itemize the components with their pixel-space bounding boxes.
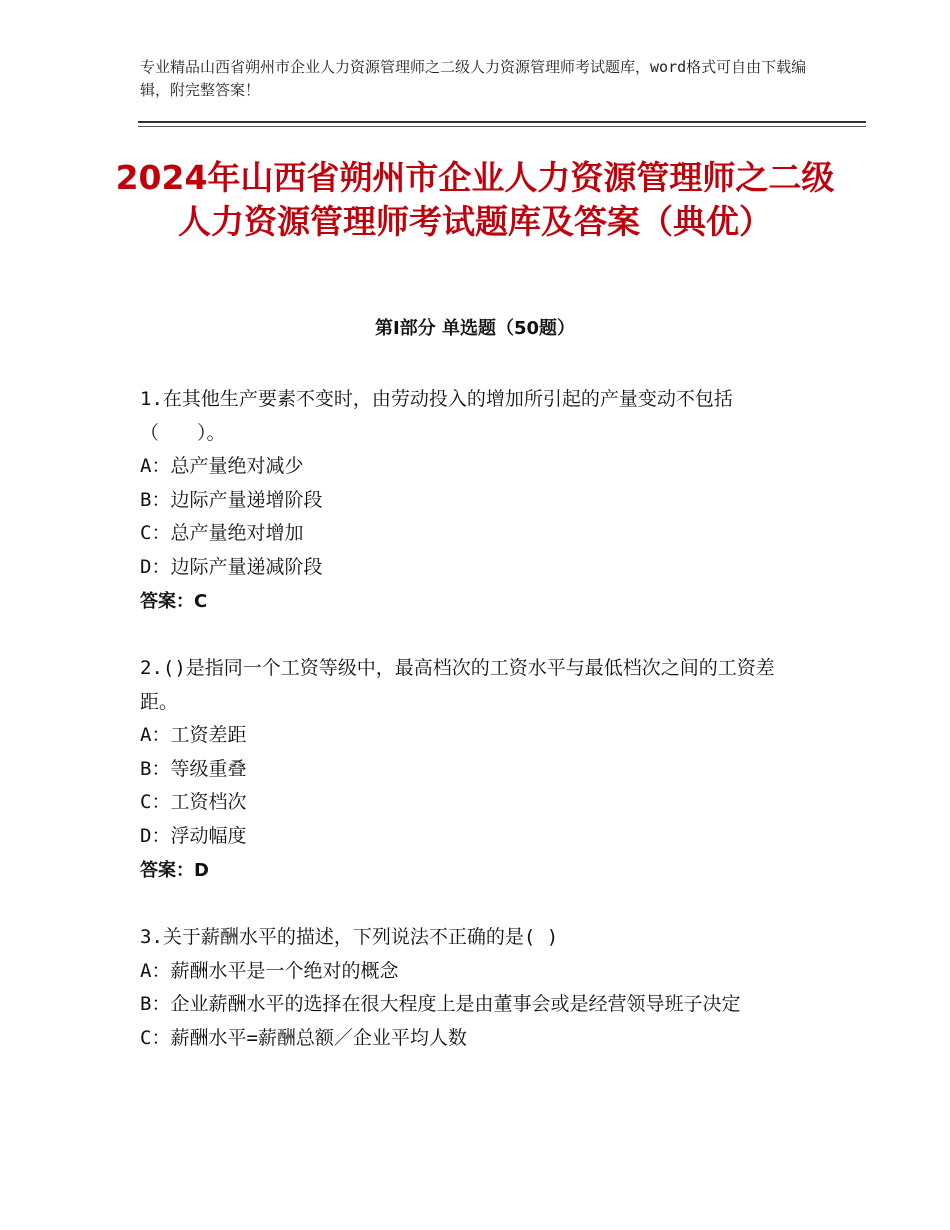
option-a: A：总产量绝对减少 [140,455,304,477]
option-c: C：总产量绝对增加 [140,522,304,544]
option-c: C：工资档次 [140,791,247,813]
question-2 [140,652,810,889]
header-divider-thick [138,121,866,123]
question-stem: 2.()是指同一个工资等级中，最高档次的工资水平与最低档次之间的工资差距。 [140,657,775,713]
answer-label: 答案：D [140,860,209,881]
option-b: B：等级重叠 [140,757,247,780]
option-b: B：边际产量递增阶段 [140,488,323,511]
header-divider-thin [138,126,866,127]
question-list [140,383,810,1087]
option-b: B：企业薪酬水平的选择在很大程度上是由董事会或是经营领导班子决定 [140,993,741,1015]
question-stem: 3.关于薪酬水平的描述，下列说法不正确的是( ) [140,926,559,948]
option-a: A：工资差距 [140,724,247,746]
section-heading: 第Ⅰ部分 单选题（50题） [374,318,575,339]
document-title: 2024年山西省朔州市企业人力资源管理师之二级人力资源管理师考试题库及答案（典优） [115,158,835,241]
question-3 [140,921,810,1055]
question-1 [140,383,810,620]
option-a: A：薪酬水平是一个绝对的概念 [140,959,399,982]
answer-label: 答案：C [140,591,208,612]
option-d: D：边际产量递减阶段 [140,555,323,578]
option-d: D：浮动幅度 [140,824,247,847]
option-c: C：薪酬水平=薪酬总额／企业平均人数 [140,1026,467,1049]
question-stem: 1.在其他生产要素不变时，由劳动投入的增加所引起的产量变动不包括（ ）。 [140,388,733,444]
header-note: 专业精品山西省朔州市企业人力资源管理师之二级人力资源管理师考试题库，word格式可自由下载编辑，附完整答案！ [140,58,807,99]
